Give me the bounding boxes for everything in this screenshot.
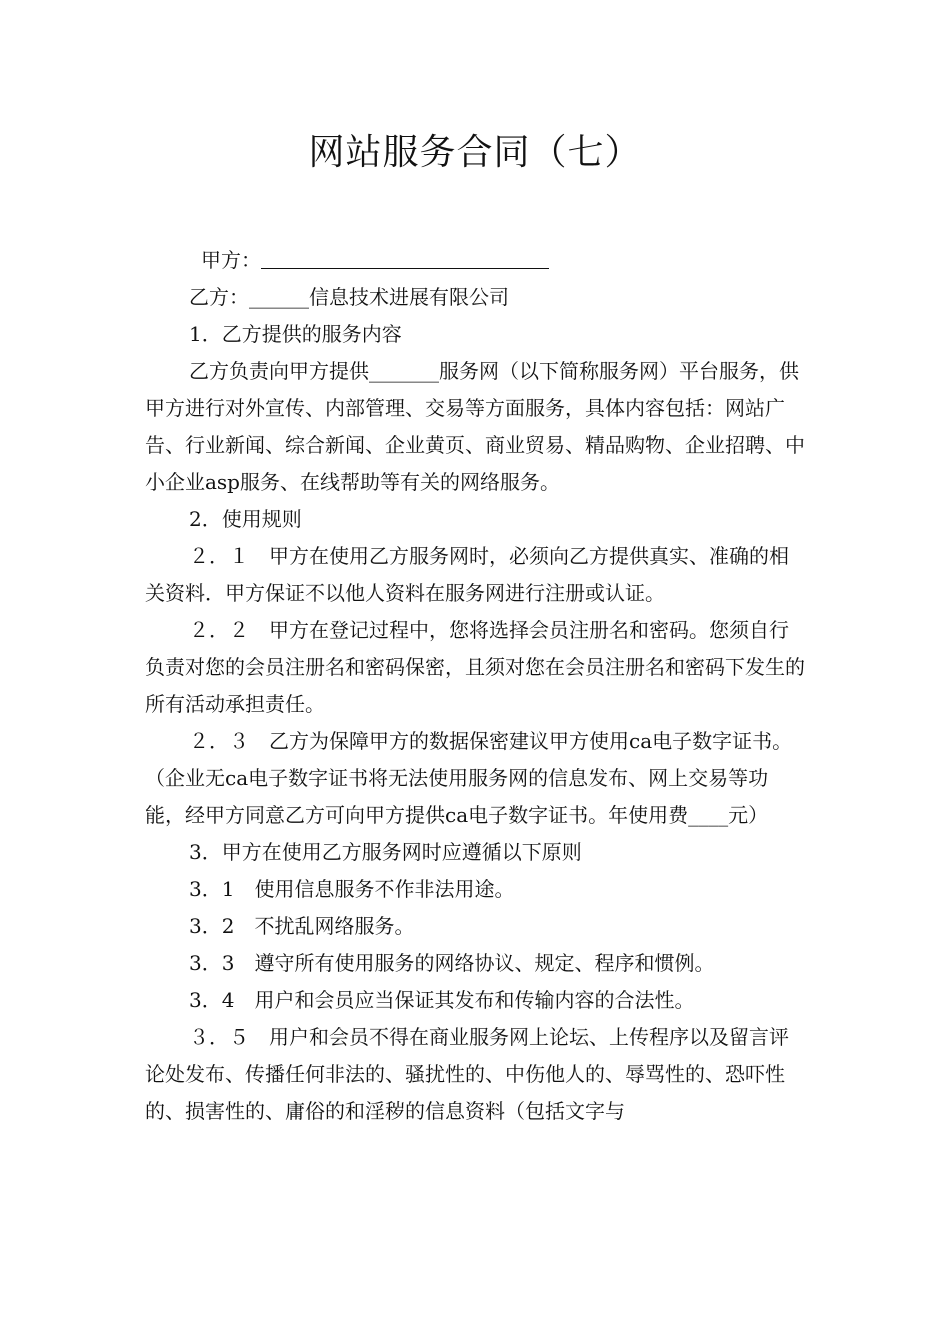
- section-heading: 3．甲方在使用乙方服务网时应遵循以下原则: [189, 840, 582, 864]
- list-item: 3．4 用户和会员应当保证其发布和传输内容的合法性。: [189, 988, 695, 1012]
- party-b-line: 乙方：______信息技术进展有限公司: [189, 285, 509, 309]
- document-body: [145, 242, 807, 1130]
- paragraph: ３．５ 用户和会员不得在商业服务网上论坛、上传程序以及留言评论处发布、传播任何非法的、骚扰性的、中伤他人的、辱骂性的、恐吓性的、损害性的、庸俗的和淫秽的信息资料（包括文字与: [145, 1025, 789, 1123]
- paragraph: ２．３ 乙方为保障甲方的数据保密建议甲方使用ca电子数字证书。（企业无ca电子数字证书将无法使用服务网的信息发布、网上交易等功能，经甲方同意乙方可向甲方提供ca电子数字证书。年使用费____元）: [145, 729, 793, 827]
- section-heading: 2．使用规则: [189, 507, 302, 531]
- list-item: 3．3 遵守所有使用服务的网络协议、规定、程序和惯例。: [189, 951, 715, 975]
- paragraph: ２．２ 甲方在登记过程中，您将选择会员注册名和密码。您须自行负责对您的会员注册名和密码保密，且须对您在会员注册名和密码下发生的所有活动承担责任。: [145, 618, 805, 716]
- list-item: 3．1 使用信息服务不作非法用途。: [189, 877, 515, 901]
- paragraph: ２．１ 甲方在使用乙方服务网时，必须向乙方提供真实、准确的相关资料．甲方保证不以他人资料在服务网进行注册或认证。: [145, 544, 789, 605]
- party-a-line: [145, 242, 807, 279]
- list-item: 3．2 不扰乱网络服务。: [189, 914, 415, 938]
- section-heading: 1．乙方提供的服务内容: [189, 322, 402, 346]
- party-a-blank: [261, 246, 549, 269]
- document-title: 网站服务合同（七）: [308, 132, 642, 173]
- party-a-label: 甲方：: [201, 248, 261, 272]
- paragraph: 乙方负责向甲方提供_______服务网（以下简称服务网）平台服务，供甲方进行对外宣传、内部管理、交易等方面服务，具体内容包括：网站广告、行业新闻、综合新闻、企业黄页、商业贸易、精品购物、企业招聘、中小企业asp服务、在线帮助等有关的网络服务。: [145, 359, 805, 494]
